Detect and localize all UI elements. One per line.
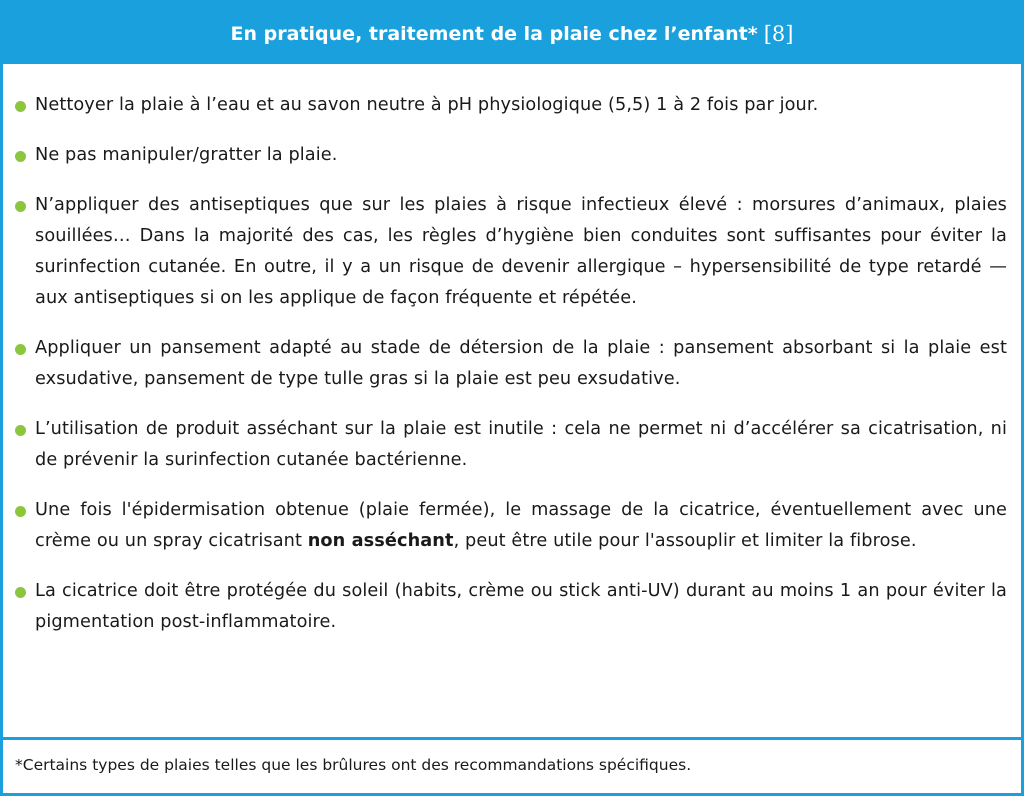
list-item-text-before: Une fois l'épidermisation obtenue (plaie fermée), le massage de la cicatrice, éventuellement avec une crème ou un spray cicatrisant	[35, 500, 1007, 551]
box-title: En pratique, traitement de la plaie chez l’enfant*	[230, 22, 758, 45]
recommendations-list	[13, 90, 1007, 657]
bullet-icon	[15, 151, 26, 162]
list-item	[13, 576, 1007, 638]
list-item-text: N’appliquer des antiseptiques que sur les plaies à risque infectieux élevé : morsures d’animaux, plaies souillées… Dans la majorité des cas, les règles d’hygiène bien conduites sont suffisantes pour éviter la surinfection cutanée. En outre, il y a un risque de devenir allergique – hypersensibilité de type retardé — aux antiseptiques si on les applique de façon fréquente et répétée.	[35, 195, 1007, 308]
list-item	[13, 333, 1007, 395]
list-item-text: La cicatrice doit être protégée du soleil (habits, crème ou stick anti-UV) durant au moins 1 an pour éviter la pigmentation post-inflammatoire.	[35, 581, 1007, 632]
bullet-icon	[15, 344, 26, 355]
box-header	[3, 3, 1021, 64]
list-item-text: Ne pas manipuler/gratter la plaie.	[35, 145, 338, 165]
footnote-divider	[3, 737, 1021, 740]
list-item	[13, 190, 1007, 314]
bullet-icon	[15, 425, 26, 436]
emphasis-non-assechant: non asséchant	[307, 531, 454, 551]
footnote: *Certains types de plaies telles que les brûlures ont des recommandations spécifiques.	[15, 756, 692, 774]
list-item-text: L’utilisation de produit asséchant sur la plaie est inutile : cela ne permet ni d’accélérer sa cicatrisation, ni de prévenir la surinfection cutanée bactérienne.	[35, 419, 1007, 470]
bullet-icon	[15, 506, 26, 517]
list-item	[13, 495, 1007, 557]
list-item	[13, 90, 1007, 121]
bullet-icon	[15, 201, 26, 212]
list-item-text: Appliquer un pansement adapté au stade de détersion de la plaie : pansement absorbant si la plaie est exsudative, pansement de type tulle gras si la plaie est peu exsudative.	[35, 338, 1007, 389]
list-item	[13, 414, 1007, 476]
list-item-text-after: , peut être utile pour l'assouplir et limiter la fibrose.	[453, 531, 917, 551]
bullet-icon	[15, 101, 26, 112]
list-item-text: Nettoyer la plaie à l’eau et au savon neutre à pH physiologique (5,5) 1 à 2 fois par jour.	[35, 95, 819, 115]
bullet-icon	[15, 587, 26, 598]
list-item	[13, 140, 1007, 171]
reference-number: [8]	[763, 21, 794, 46]
